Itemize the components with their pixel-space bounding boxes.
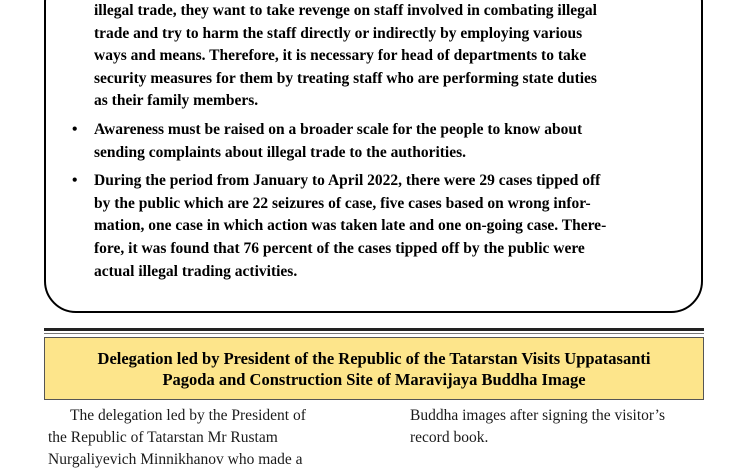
article-column-left [48, 405, 363, 471]
section-divider [44, 328, 704, 331]
text-line: illegal trade, they want to take revenge on staff involved in combating illegal [94, 2, 597, 19]
text-line: sending complaints about illegal trade to the authorities. [94, 143, 467, 161]
text-line: fore, it was found that 76 percent of the cases tipped off by the public were [94, 239, 585, 257]
text-line: by the public which are 22 seizures of case, five cases based on wrong infor- [94, 194, 591, 212]
text-line: Nurgaliyevich Minnikhanov who made a [48, 451, 303, 468]
headline-line: Pagoda and Construction Site of Maravijaya Buddha Image [162, 369, 586, 389]
section-divider-thin [44, 333, 704, 334]
text-line: actual illegal trading activities. [94, 262, 298, 280]
list-item [72, 119, 678, 164]
text-line: mation, one case in which action was taken late and one on-going case. There- [94, 217, 607, 235]
list-item [72, 170, 678, 283]
text-line: Buddha images after signing the visitor’s [410, 407, 665, 424]
recommendation-list [72, 0, 678, 283]
article-column-right [410, 405, 702, 449]
article-headline [44, 337, 704, 400]
text-line: trade and try to harm the staff directly or indirectly by employing various [94, 24, 583, 42]
text-line: security measures for them by treating staff who are performing state duties [94, 69, 597, 87]
text-line: Awareness must be raised on a broader scale for the people to know about [94, 120, 583, 138]
headline-line: Delegation led by President of the Republic of the Tatarstan Visits Uppatasanti [97, 348, 651, 368]
bullet-icon: • [72, 172, 78, 190]
bullet-icon: • [72, 120, 78, 138]
text-line: as their family members. [94, 92, 259, 110]
text-line: The delegation led by the President of [70, 407, 306, 424]
list-item [72, 0, 678, 113]
text-line: the Republic of Tatarstan Mr Rustam [48, 429, 278, 446]
text-line: During the period from January to April 2022, there were 29 cases tipped off [94, 172, 601, 190]
text-line: record book. [410, 429, 489, 446]
text-line: ways and means. Therefore, it is necessary for head of departments to take [94, 47, 587, 65]
